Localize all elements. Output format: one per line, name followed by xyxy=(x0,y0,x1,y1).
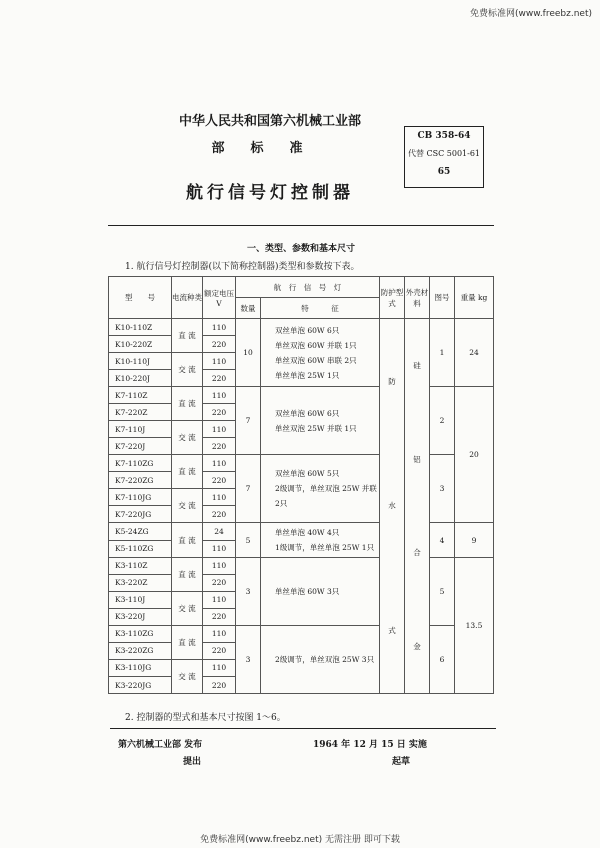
header-figure: 图号 xyxy=(430,277,455,319)
voltage-cell: 220 xyxy=(203,404,236,421)
feature-line: 单丝双泡 60W 并联 1只 xyxy=(275,340,357,350)
effective-date: 1964 年 12 月 15 日 实施 xyxy=(313,740,427,750)
model-cell: K3-110J xyxy=(109,591,172,608)
lamp-features-cell xyxy=(261,319,380,387)
header-features: 特 征 xyxy=(261,298,380,319)
voltage-cell: 110 xyxy=(203,591,236,608)
material-char: 金 xyxy=(413,641,421,651)
feature-line: 单丝单泡 60W 3只 xyxy=(275,586,340,596)
header-weight: 重量 kg xyxy=(455,277,494,319)
voltage-cell: 220 xyxy=(203,336,236,353)
model-cell: K3-110Z xyxy=(109,557,172,574)
header-voltage: 额定电压 V xyxy=(203,277,236,319)
protection-char: 式 xyxy=(388,626,396,636)
current-type-cell: 直 流 xyxy=(172,319,203,353)
table-body xyxy=(109,319,494,694)
lamp-features-cell xyxy=(261,557,380,625)
feature-line: 单丝单泡 25W 1只 xyxy=(275,370,340,380)
feature-line: 2级调节，单丝双泡 25W 3只 xyxy=(275,654,375,664)
voltage-cell: 220 xyxy=(203,642,236,659)
publisher: 第六机械工业部 发布 xyxy=(118,740,203,750)
lamp-count-cell: 10 xyxy=(236,319,261,387)
voltage-cell: 220 xyxy=(203,370,236,387)
current-type-cell: 直 流 xyxy=(172,387,203,421)
voltage-cell: 220 xyxy=(203,608,236,625)
weight-cell: 20 xyxy=(455,387,494,523)
paragraph-2: 2. 控制器的型式和基本尺寸按图 1～6。 xyxy=(125,713,286,723)
header-current: 电流种类 xyxy=(172,277,203,319)
model-cell: K10-220J xyxy=(109,370,172,387)
model-cell: K3-220J xyxy=(109,608,172,625)
watermark-bottom: 免费标准网(www.freebz.net) 无需注册 即可下载 xyxy=(200,835,400,845)
lamp-count-cell: 7 xyxy=(236,387,261,455)
current-type-cell: 交 流 xyxy=(172,421,203,455)
model-cell: K3-220JG xyxy=(109,677,172,694)
paragraph-1: 1. 航行信号灯控制器(以下简称控制器)类型和参数按下表。 xyxy=(125,262,360,272)
voltage-cell: 24 xyxy=(203,523,236,540)
table-row xyxy=(109,387,494,404)
protection-char: 防 xyxy=(388,376,396,386)
model-cell: K7-110ZG xyxy=(109,455,172,472)
header-count: 数量 xyxy=(236,298,261,319)
model-cell: K5-24ZG xyxy=(109,523,172,540)
voltage-cell: 110 xyxy=(203,421,236,438)
model-cell: K7-220Z xyxy=(109,404,172,421)
feature-line: 双丝单泡 60W 5只 xyxy=(275,469,340,479)
figure-cell: 2 xyxy=(430,387,455,455)
voltage-cell: 110 xyxy=(203,387,236,404)
model-cell: K3-220Z xyxy=(109,574,172,591)
voltage-cell: 220 xyxy=(203,506,236,523)
weight-cell: 13.5 xyxy=(455,557,494,693)
protection-char: 水 xyxy=(388,501,396,511)
lamp-features-cell xyxy=(261,625,380,693)
model-cell: K7-110J xyxy=(109,421,172,438)
figure-cell: 1 xyxy=(430,319,455,387)
section-title: 一、类型、参数和基本尺寸 xyxy=(246,244,355,254)
voltage-cell: 110 xyxy=(203,455,236,472)
current-type-cell: 交 流 xyxy=(172,591,203,625)
header-model: 型 号 xyxy=(109,277,172,319)
standard-code: CB 358-64 xyxy=(417,131,471,141)
figure-cell: 4 xyxy=(430,523,455,557)
feature-line: 单丝单泡 40W 4只 xyxy=(275,528,340,538)
table-row xyxy=(109,455,494,472)
model-cell: K3-110ZG xyxy=(109,625,172,642)
drafter: 起草 xyxy=(392,757,411,767)
header-lamp: 航 行 信 号 灯 xyxy=(236,277,380,298)
lamp-features-cell xyxy=(261,387,380,455)
parameter-table xyxy=(108,276,494,694)
model-cell: K7-220ZG xyxy=(109,472,172,489)
feature-line: 2只 xyxy=(275,499,288,509)
ministry-name: 中华人民共和国第六机械工业部 xyxy=(178,114,361,129)
divider xyxy=(108,225,494,226)
table-row xyxy=(109,557,494,574)
current-type-cell: 直 流 xyxy=(172,523,203,557)
model-cell: K3-220ZG xyxy=(109,642,172,659)
page-number: 65 xyxy=(437,167,451,177)
lamp-count-cell: 7 xyxy=(236,455,261,523)
model-cell: K7-220JG xyxy=(109,506,172,523)
model-cell: K7-220J xyxy=(109,438,172,455)
voltage-cell: 110 xyxy=(203,319,236,336)
voltage-cell: 220 xyxy=(203,438,236,455)
material-char: 硅 xyxy=(413,361,421,371)
lamp-features-cell xyxy=(261,455,380,523)
standard-code-box xyxy=(404,126,484,188)
feature-line: 单丝双泡 25W 并联 1只 xyxy=(275,423,357,433)
voltage-cell: 110 xyxy=(203,625,236,642)
feature-line: 1级调节，单丝单泡 25W 1只 xyxy=(275,543,375,553)
feature-line: 单丝双泡 60W 串联 2只 xyxy=(275,355,357,365)
voltage-cell: 110 xyxy=(203,353,236,370)
voltage-cell: 110 xyxy=(203,489,236,506)
voltage-cell: 220 xyxy=(203,574,236,591)
model-cell: K5-110ZG xyxy=(109,540,172,557)
replaces-code: 代替 CSC 5001-61 xyxy=(407,149,481,158)
current-type-cell: 直 流 xyxy=(172,557,203,591)
current-type-cell: 交 流 xyxy=(172,353,203,387)
lamp-count-cell: 5 xyxy=(236,523,261,557)
material-char: 合 xyxy=(413,548,421,558)
voltage-cell: 110 xyxy=(203,540,236,557)
table-row xyxy=(109,523,494,540)
feature-line: 双丝单泡 60W 6只 xyxy=(275,408,340,418)
current-type-cell: 直 流 xyxy=(172,455,203,489)
proposer: 提出 xyxy=(183,757,202,767)
lamp-count-cell: 3 xyxy=(236,557,261,625)
voltage-cell: 220 xyxy=(203,472,236,489)
voltage-cell: 110 xyxy=(203,557,236,574)
model-cell: K3-110JG xyxy=(109,659,172,676)
voltage-cell: 110 xyxy=(203,659,236,676)
weight-cell: 9 xyxy=(455,523,494,557)
weight-cell: 24 xyxy=(455,319,494,387)
feature-line: 双丝单泡 60W 6只 xyxy=(275,325,340,335)
table-row xyxy=(109,319,494,336)
protection-text xyxy=(380,319,404,693)
model-cell: K7-110Z xyxy=(109,387,172,404)
current-type-cell: 交 流 xyxy=(172,489,203,523)
feature-line: 2级调节，单丝双泡 25W 并联 xyxy=(275,484,377,494)
model-cell: K10-220Z xyxy=(109,336,172,353)
model-cell: K7-110JG xyxy=(109,489,172,506)
watermark-top: 免费标准网(www.freebz.net) xyxy=(470,9,592,19)
figure-cell: 5 xyxy=(430,557,455,625)
current-type-cell: 交 流 xyxy=(172,659,203,693)
material-cell xyxy=(405,319,430,694)
model-cell: K10-110J xyxy=(109,353,172,370)
table-row xyxy=(109,625,494,642)
figure-cell: 3 xyxy=(430,455,455,523)
lamp-count-cell: 3 xyxy=(236,625,261,693)
lamp-features-cell xyxy=(261,523,380,557)
material-char: 铝 xyxy=(413,454,421,464)
document-title: 航行信号灯控制器 xyxy=(186,183,354,203)
material-text xyxy=(405,319,429,693)
standard-label: 部标准 xyxy=(211,141,329,156)
divider xyxy=(110,728,496,729)
protection-cell xyxy=(380,319,405,694)
figure-cell: 6 xyxy=(430,625,455,693)
current-type-cell: 直 流 xyxy=(172,625,203,659)
voltage-cell: 220 xyxy=(203,677,236,694)
header-material: 外壳材料 xyxy=(405,277,430,319)
header-protection: 防护型式 xyxy=(380,277,405,319)
model-cell: K10-110Z xyxy=(109,319,172,336)
